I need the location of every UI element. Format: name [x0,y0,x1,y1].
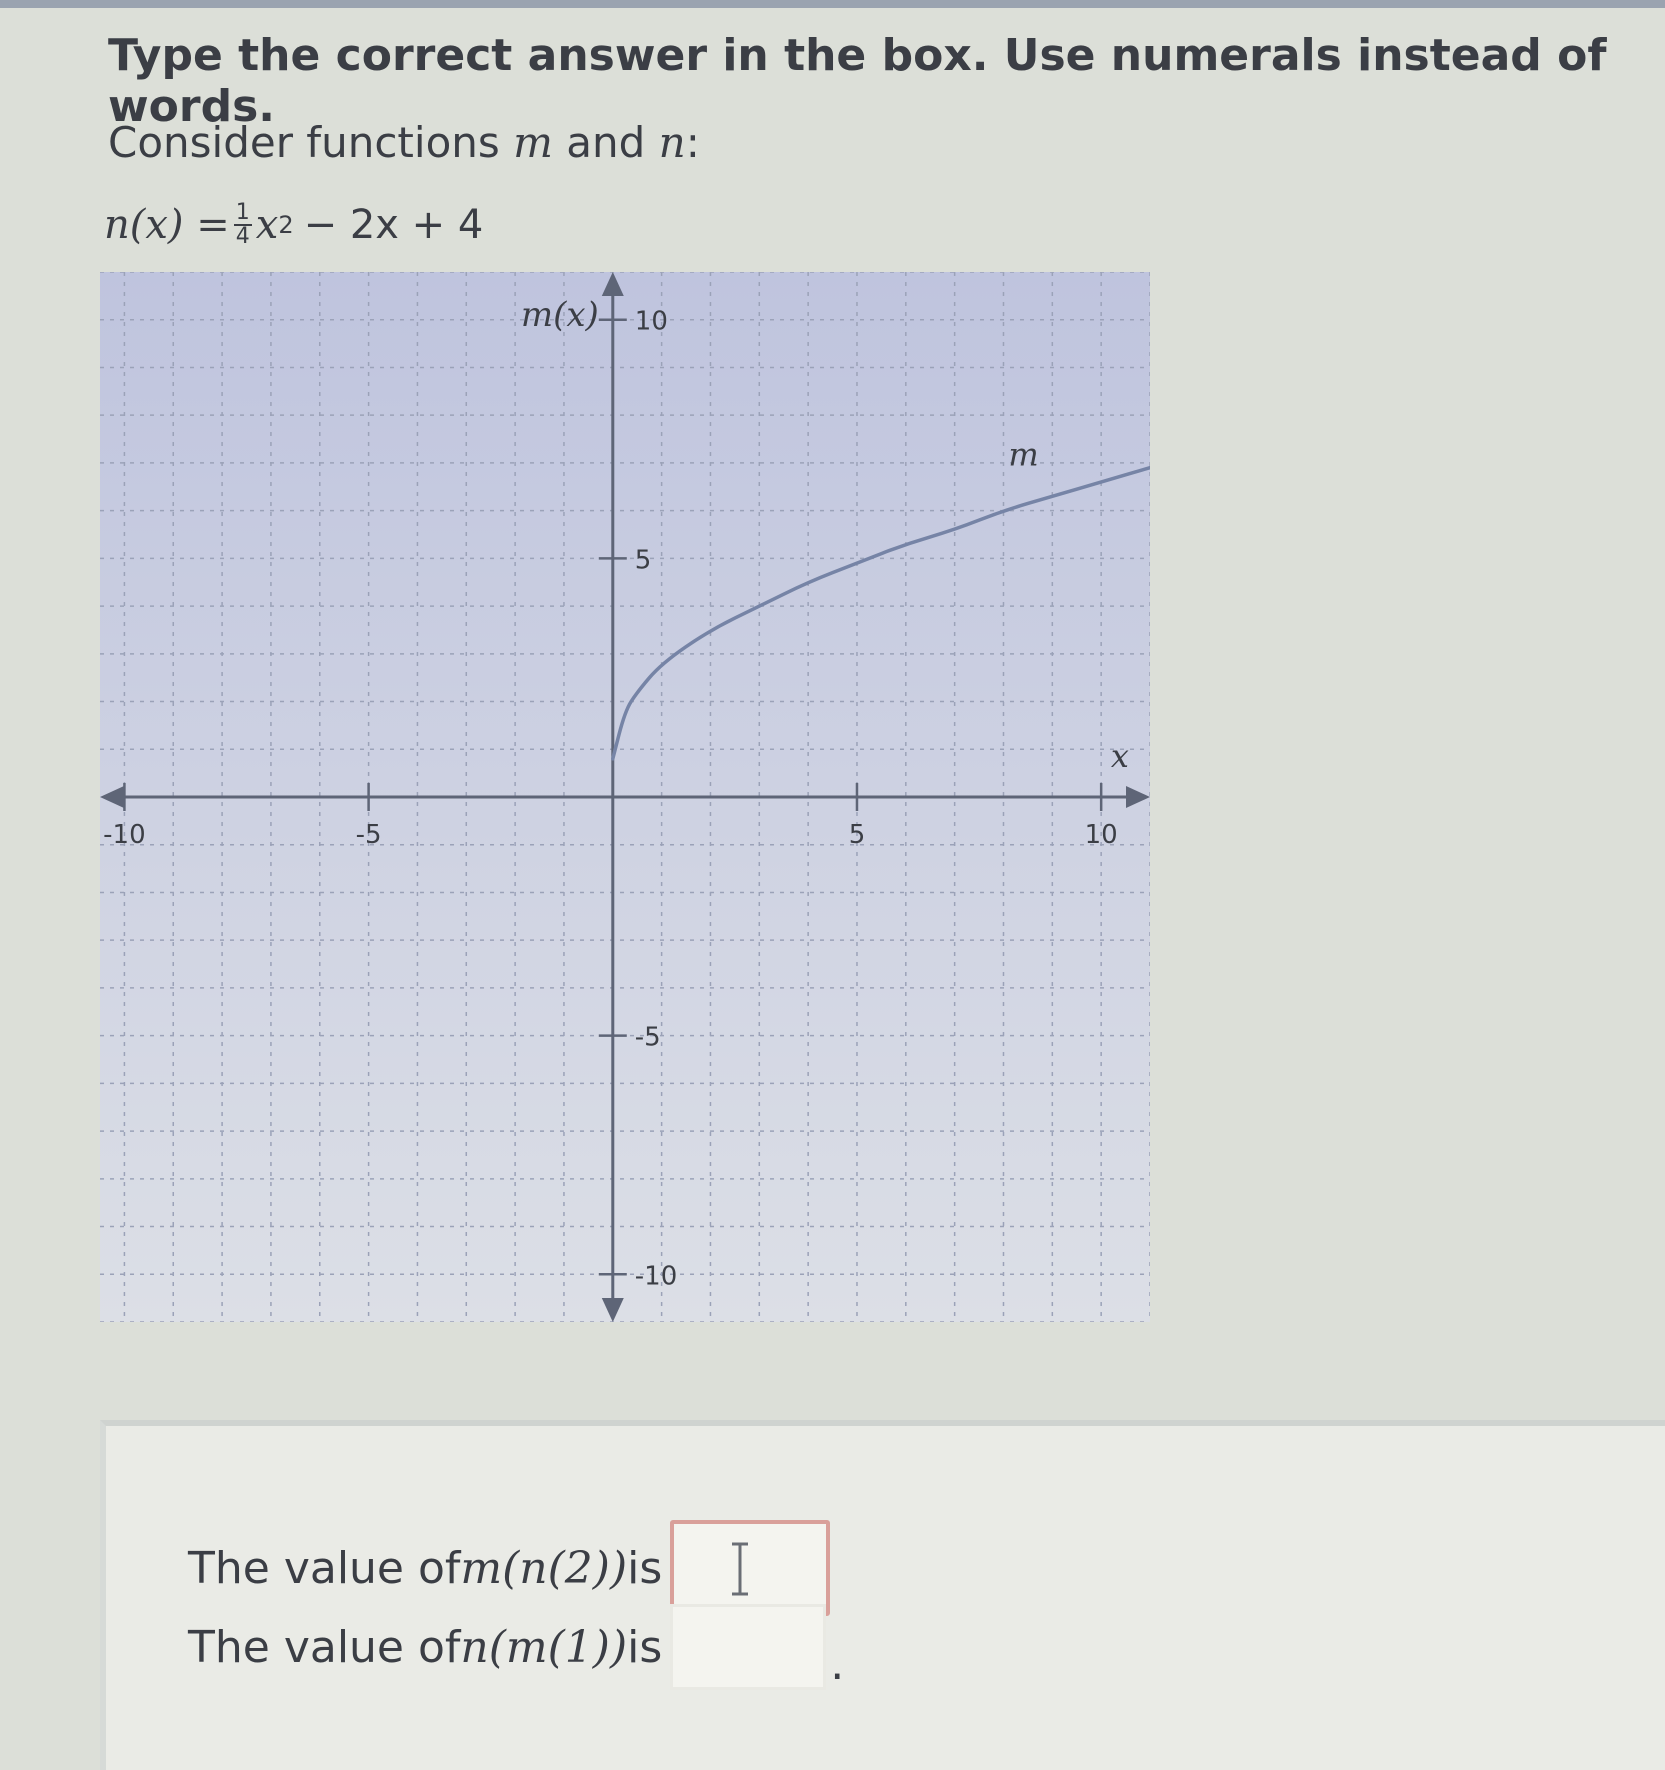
top-bar [0,0,1665,8]
answer-input-2[interactable] [670,1604,826,1690]
q2-prefix: The value of [188,1621,461,1673]
function-m-name: m [513,118,553,167]
function-n-definition [104,202,483,248]
function-n-lhs: n(x) = [104,202,230,248]
q2-expression: n(m(1)) [460,1621,628,1673]
function-n-variable: x [255,202,279,248]
x-tick-label: 10 [1084,820,1118,850]
q2-period: . [830,1639,845,1690]
fraction-numerator: 1 [235,200,250,225]
y-axis-label: m(x) [520,295,599,335]
function-n-rest: − 2x + 4 [303,202,484,248]
consider-colon: : [685,118,700,167]
q1-prefix: The value of [188,1542,461,1594]
answer-input-1[interactable] [670,1520,830,1616]
x-tick-label: -5 [355,820,382,850]
fraction-denominator: 4 [235,224,250,249]
consider-text [108,118,700,167]
q1-expression: m(n(2)) [460,1542,628,1594]
consider-prefix: Consider functions [108,118,514,167]
q1-suffix: is [627,1542,663,1594]
x-tick-label: -10 [103,820,146,850]
answer-line-2 [188,1604,844,1690]
text-cursor-icon [730,1542,750,1596]
graph-of-m [100,272,1150,1322]
function-n-name: n [658,118,686,167]
y-tick-label: -5 [634,1022,661,1053]
y-tick-label: 10 [634,306,668,337]
answer-line-1 [188,1520,830,1616]
x-axis-label: x [1110,737,1129,775]
fraction-one-quarter [234,202,252,248]
curve-label-m: m [1008,435,1039,474]
q2-suffix: is [627,1621,663,1673]
consider-and: and [552,118,659,167]
function-n-exponent: 2 [278,211,294,239]
y-tick-label: 5 [634,545,652,576]
y-tick-label: -10 [634,1261,678,1292]
x-tick-label: 5 [848,820,866,850]
instructions-text: Type the correct answer in the box. Use numerals instead of words. [108,30,1607,132]
